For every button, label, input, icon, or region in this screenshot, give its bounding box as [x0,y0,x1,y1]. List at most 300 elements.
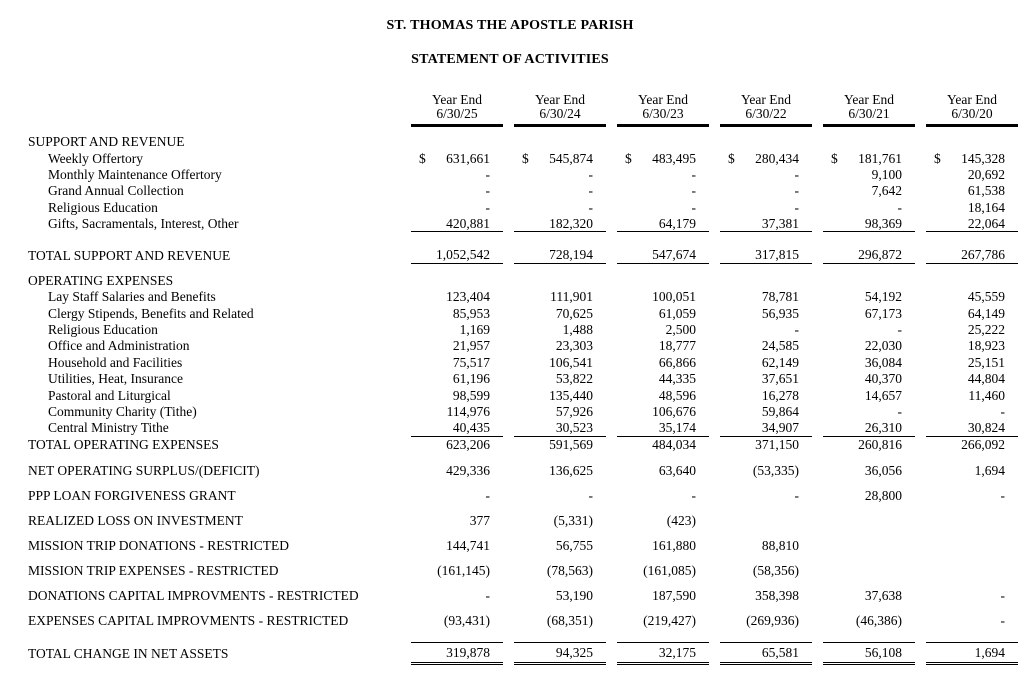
cell-value [617,150,709,166]
table-row [0,216,1020,232]
cell-number: 28,800 [864,487,902,503]
header-label-spacer [0,93,400,127]
cell-value [926,371,1018,387]
cell-number: 30,824 [967,419,1005,435]
table-cell [400,167,503,183]
table-cell [400,437,503,453]
cell-value [926,508,1018,533]
cell-value [514,404,606,420]
cell-number: 483,495 [652,150,696,166]
cell-number: 20,692 [967,166,1005,182]
table-row [0,404,1020,420]
cell-value [514,371,606,387]
table-cell [915,322,1018,338]
table-cell [400,183,503,199]
column-header-text [823,93,915,127]
cell-number: (219,427) [643,612,696,628]
cell-value [823,306,915,322]
cell-value [823,608,915,633]
row-label: Office and Administration [48,338,190,354]
cell-value [720,387,812,403]
cell-number: - [794,322,799,338]
cell-value [720,150,812,166]
table-row [0,183,1020,199]
cell-value [720,306,812,322]
table-cell [709,508,812,533]
cell-value [411,483,503,508]
cell-number: - [1000,612,1005,628]
table-cell [709,437,812,453]
cell-value [514,150,606,166]
cell-value [514,216,606,232]
table-cell [915,183,1018,199]
cell-value [926,322,1018,338]
cell-number: - [691,199,696,215]
cell-number: 18,777 [658,338,696,354]
cell-number: 280,434 [755,150,799,166]
table-cell [812,558,915,583]
cell-value [823,642,915,665]
cell-value [926,558,1018,583]
cell-number: 59,864 [761,404,799,420]
cell-value [926,289,1018,305]
column-header-label: Year End [432,92,482,107]
cell-number: - [794,199,799,215]
table-cell [400,322,503,338]
table-cell [400,558,503,583]
cell-number: (423) [666,512,696,528]
table-cell [915,641,1018,666]
cell-value [617,404,709,420]
table-cell [503,200,606,216]
dollar-sign: $ [625,150,632,166]
table-cell [915,216,1018,232]
table-cell [503,404,606,420]
cell-number: 18,164 [967,199,1005,215]
table-cell [812,167,915,183]
dollar-sign: $ [728,150,735,166]
table-cell [812,387,915,403]
table-cell [709,558,812,583]
cell-number: - [588,183,593,199]
table-cell [915,533,1018,558]
cell-value [514,247,606,263]
table-cell [709,404,812,420]
cell-value [720,167,812,183]
table-row [0,508,1020,533]
cell-number: 40,435 [452,419,490,435]
row-label: Weekly Offertory [48,150,144,166]
cell-value [720,322,812,338]
table-cell [812,437,915,453]
table-cell [503,420,606,436]
table-cell [812,306,915,322]
cell-number: 106,541 [549,354,593,370]
cell-value [823,150,915,166]
table-cell [812,183,915,199]
cell-number: - [588,166,593,182]
cell-number: 123,404 [446,289,490,305]
cell-value [926,247,1018,263]
table-cell [812,583,915,608]
cell-number: (53,335) [752,462,799,478]
table-cell [400,200,503,216]
cell-value [720,247,812,263]
cell-value [823,508,915,533]
table-row [0,289,1020,305]
table-cell [915,483,1018,508]
table-cell [812,322,915,338]
cell-value [720,583,812,608]
cell-value [411,167,503,183]
table-cell [606,306,709,322]
row-label: OPERATING EXPENSES [28,272,174,288]
cell-number: 61,059 [658,305,696,321]
cell-number: 56,935 [761,305,799,321]
cell-value [411,200,503,216]
row-label: Pastoral and Liturgical [48,387,171,403]
cell-number: 88,810 [761,537,799,553]
column-header-text [514,93,606,127]
table-row [0,608,1020,633]
cell-value [514,608,606,633]
cell-number: - [897,322,902,338]
cell-number: 100,051 [652,289,696,305]
table-cell [503,322,606,338]
cell-value [720,338,812,354]
cell-value [514,420,606,436]
dollar-sign: $ [522,150,529,166]
table-cell [812,641,915,666]
table-cell [812,200,915,216]
table-cell [400,508,503,533]
document-title: ST. THOMAS THE APOSTLE PARISH [386,18,634,33]
cell-value [720,200,812,216]
table-cell [400,306,503,322]
cell-value [720,483,812,508]
cell-value [823,483,915,508]
table-cell [915,508,1018,533]
table-cell [915,289,1018,305]
table-cell [400,608,503,633]
cell-number: 7,642 [871,183,902,199]
table-header-row [0,93,1020,127]
cell-value [926,167,1018,183]
cell-value [514,483,606,508]
column-header-label: Year End [947,92,997,107]
table-cell [812,404,915,420]
column-header-label: Year End [638,92,688,107]
cell-number: (58,356) [752,562,799,578]
cell-number: - [485,587,490,603]
cell-number: 57,926 [555,404,593,420]
cell-value [514,558,606,583]
cell-value [823,183,915,199]
cell-number: 106,676 [652,404,696,420]
table-cell [400,355,503,371]
cell-number: 9,100 [871,166,902,182]
cell-number: (78,563) [546,562,593,578]
cell-value [823,583,915,608]
cell-number: 75,517 [452,354,490,370]
cell-number: 48,596 [658,387,696,403]
cell-number: 267,786 [961,247,1005,263]
cell-number: 111,901 [550,289,593,305]
cell-value [617,608,709,633]
cell-number: 2,500 [665,322,696,338]
cell-value [514,183,606,199]
cell-value [617,583,709,608]
cell-value [617,420,709,436]
cell-number: 64,149 [967,305,1005,321]
cell-number: 94,325 [555,644,593,660]
table-cell [915,355,1018,371]
cell-number: 377 [469,512,490,528]
cell-number: 63,640 [658,462,696,478]
row-label: NET OPERATING SURPLUS/(DEFICIT) [28,462,260,478]
table-cell [709,387,812,403]
cell-number: - [588,199,593,215]
cell-value [823,216,915,232]
cell-value [514,306,606,322]
cell-number: 30,523 [555,419,593,435]
table-row [0,200,1020,216]
table-cell [400,338,503,354]
table-cell [812,338,915,354]
cell-value [720,458,812,483]
table-cell [503,533,606,558]
cell-value [411,338,503,354]
table-cell [606,420,709,436]
table-cell [709,247,812,263]
cell-value [411,404,503,420]
table-cell [606,322,709,338]
cell-number: 34,907 [761,419,799,435]
table-cell [915,247,1018,263]
table-cell [709,483,812,508]
cell-value [823,404,915,420]
cell-number: 16,278 [761,387,799,403]
cell-value [926,200,1018,216]
cell-number: - [897,199,902,215]
cell-value [926,216,1018,232]
cell-number: 78,781 [761,289,799,305]
cell-value [720,558,812,583]
table-row [0,420,1020,436]
cell-value [411,387,503,403]
cell-value [720,642,812,665]
table-cell [709,322,812,338]
table-cell [709,183,812,199]
table-cell [915,200,1018,216]
cell-number: 37,651 [761,371,799,387]
row-label: Community Charity (Tithe) [48,404,197,420]
table-cell [915,583,1018,608]
table-cell [606,338,709,354]
cell-value [823,371,915,387]
cell-value [514,458,606,483]
table-cell [709,338,812,354]
cell-number: 144,741 [446,537,490,553]
cell-number: 484,034 [652,436,696,452]
table-cell [709,150,812,166]
table-row [0,273,1020,289]
cell-number: 631,661 [446,150,490,166]
cell-number: 25,222 [967,322,1005,338]
cell-value [720,420,812,436]
column-header [606,93,709,127]
table-cell [606,387,709,403]
cell-number: 161,880 [652,537,696,553]
cell-value [514,167,606,183]
table-cell [915,558,1018,583]
table-cell [400,371,503,387]
table-row [0,338,1020,354]
cell-number: 545,874 [549,150,593,166]
cell-number: - [1000,587,1005,603]
cell-value [411,183,503,199]
cell-value [617,338,709,354]
column-header-date: 6/30/21 [848,106,890,121]
cell-number: 317,815 [755,247,799,263]
column-header-text [926,93,1018,127]
document-subtitle: STATEMENT OF ACTIVITIES [411,52,609,67]
cell-number: - [794,487,799,503]
column-header [812,93,915,127]
cell-value [617,247,709,263]
table-cell [709,371,812,387]
column-header [709,93,812,127]
cell-value [720,437,812,453]
cell-value [411,371,503,387]
cell-number: 136,625 [549,462,593,478]
cell-number: 23,303 [555,338,593,354]
cell-number: 1,052,542 [436,247,490,263]
cell-number: 40,370 [864,371,902,387]
cell-value [411,420,503,436]
table-cell [709,355,812,371]
cell-number: 98,369 [864,215,902,231]
cell-value [926,183,1018,199]
table-cell [400,150,503,166]
table-cell [709,583,812,608]
table-row [0,322,1020,338]
cell-value [617,306,709,322]
column-header-text [411,93,503,127]
cell-number: 24,585 [761,338,799,354]
cell-number: 25,151 [967,354,1005,370]
cell-value [926,642,1018,665]
table-row [0,387,1020,403]
cell-number: 44,335 [658,371,696,387]
cell-value [514,338,606,354]
table-row [0,355,1020,371]
table-cell [503,483,606,508]
cell-value [617,508,709,533]
row-label: Lay Staff Salaries and Benefits [48,289,216,305]
cell-number: 36,084 [864,354,902,370]
table-cell [709,533,812,558]
table-cell [709,641,812,666]
cell-number: 1,694 [974,644,1005,660]
cell-value [823,289,915,305]
cell-number: 36,056 [864,462,902,478]
table-cell [812,247,915,263]
cell-value [617,387,709,403]
table-cell [812,371,915,387]
cell-number: 260,816 [858,436,902,452]
cell-value [617,533,709,558]
table-body [0,134,1020,666]
cell-value [823,247,915,263]
table-cell [503,437,606,453]
table-row [0,437,1020,453]
table-cell [915,404,1018,420]
table-cell [606,247,709,263]
cell-value [823,458,915,483]
cell-number: (46,386) [855,612,902,628]
table-cell [503,150,606,166]
row-label: TOTAL SUPPORT AND REVENUE [28,247,231,263]
cell-value [411,306,503,322]
table-cell [503,247,606,263]
cell-value [411,583,503,608]
table-cell [812,458,915,483]
table-cell [503,558,606,583]
cell-value [617,289,709,305]
cell-number: - [794,183,799,199]
table-cell [606,533,709,558]
column-header-date: 6/30/22 [745,106,787,121]
cell-value [720,608,812,633]
table-cell [400,216,503,232]
table-cell [503,338,606,354]
cell-number: 358,398 [755,587,799,603]
cell-value [514,642,606,665]
cell-value [514,200,606,216]
table-cell [503,289,606,305]
cell-number: (5,331) [553,512,593,528]
cell-value [617,167,709,183]
cell-number: - [691,183,696,199]
column-header-label: Year End [844,92,894,107]
cell-value [926,420,1018,436]
cell-number: 35,174 [658,419,696,435]
row-label: Grand Annual Collection [48,183,184,199]
table-row [0,558,1020,583]
cell-value [411,289,503,305]
cell-value [514,322,606,338]
cell-number: 66,866 [658,354,696,370]
table-row [0,306,1020,322]
cell-number: 591,569 [549,436,593,452]
table-cell [709,167,812,183]
row-label: Religious Education [48,322,158,338]
cell-value [617,183,709,199]
cell-value [411,437,503,453]
table-cell [400,387,503,403]
table-cell [606,458,709,483]
row-label: Household and Facilities [48,354,183,370]
cell-value [823,533,915,558]
cell-number: (93,431) [443,612,490,628]
cell-value [823,437,915,453]
row-label: PPP LOAN FORGIVENESS GRANT [28,487,236,503]
cell-value [823,558,915,583]
column-header-label: Year End [535,92,585,107]
cell-number: 56,108 [864,644,902,660]
table-cell [503,167,606,183]
